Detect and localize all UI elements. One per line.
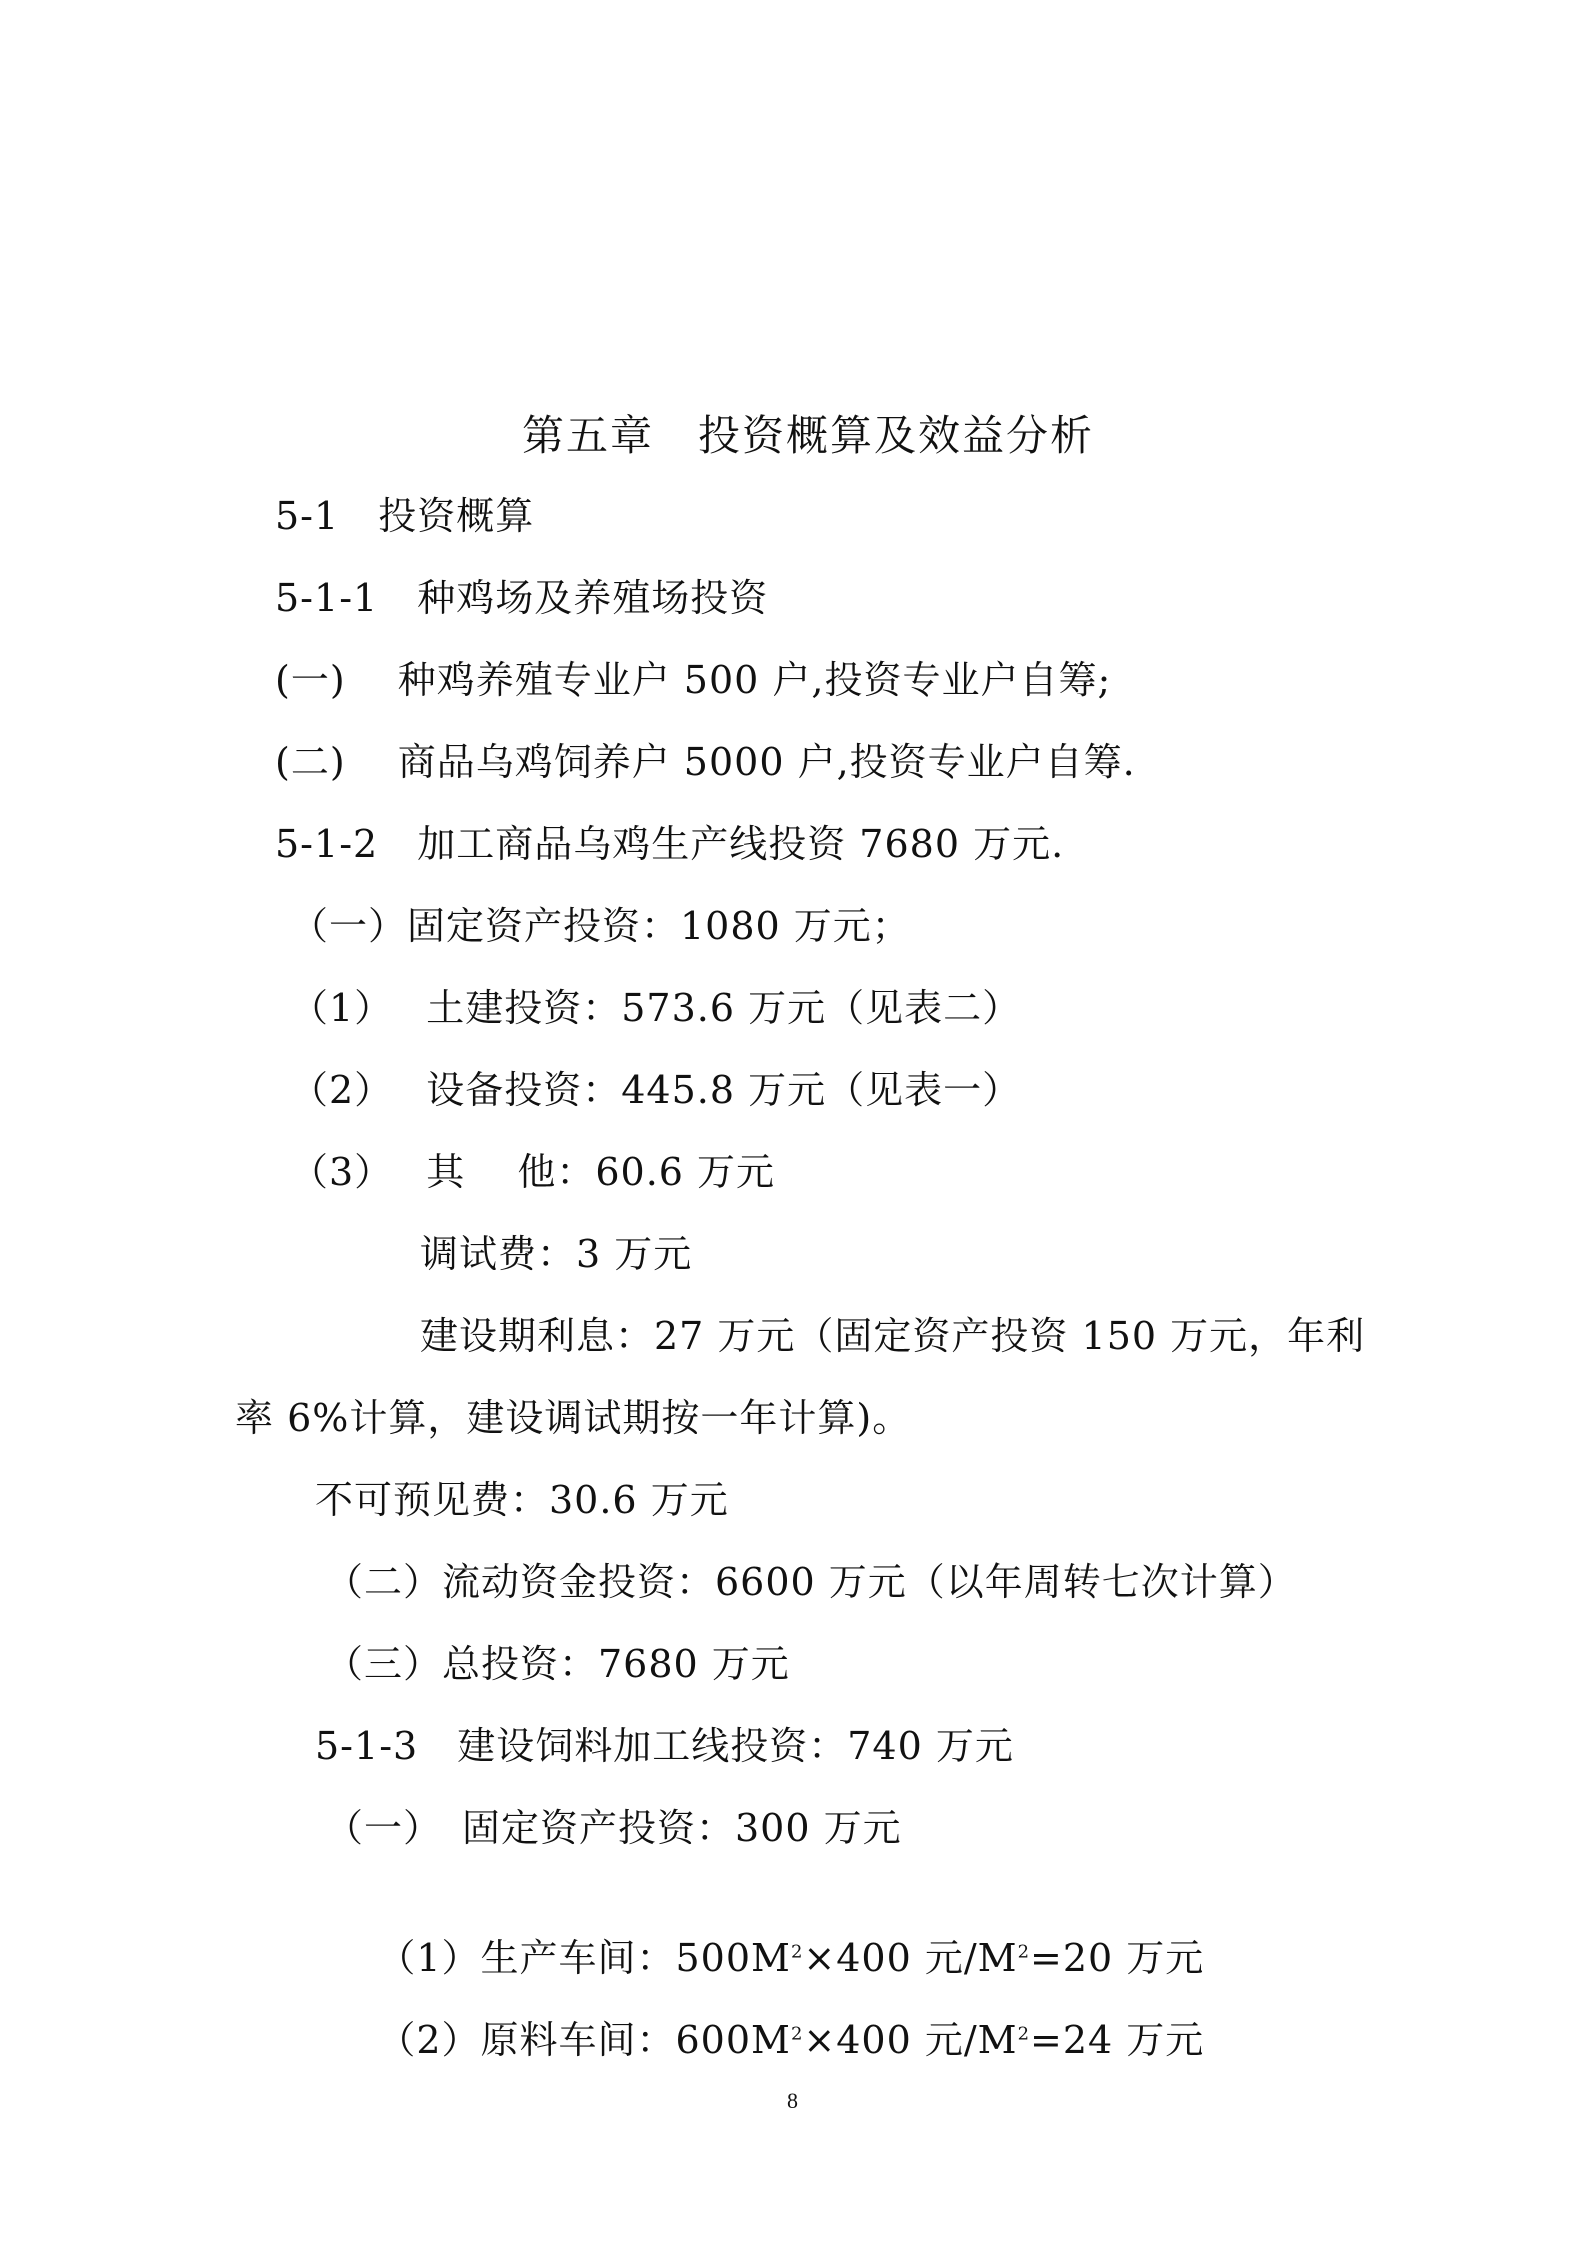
construction-interest-line-2: 率 6%计算，建设调试期按一年计算)。 [235,1396,912,1440]
debug-fee-item: 调试费：3 万元 [420,1232,693,1276]
breeder-households-item: (一) 种鸡养殖专业户 500 户,投资专业户自筹; [275,658,1112,702]
material-workshop-prefix: （2）原料车间：600M [377,2018,791,2062]
page-number: 8 [787,2088,798,2113]
material-workshop-area-exponent: 2 [790,2023,804,2045]
production-workshop-unit-exponent: 2 [1017,1941,1031,1963]
working-capital-item: （二）流动资金投资：6600 万元（以年周转七次计算） [325,1560,1297,1604]
material-workshop-item [325,1968,1204,2112]
section-5-1-heading: 5-1 投资概算 [275,494,535,538]
section-5-1-3-heading: 5-1-3 建设饲料加工线投资：740 万元 [315,1724,1014,1768]
equipment-investment-item: （2） 设备投资：445.8 万元（见表一） [290,1068,1022,1112]
other-investment-item: （3） 其 他：60.6 万元 [290,1150,776,1194]
production-workshop-area-exponent: 2 [790,1941,804,1963]
fixed-assets-item: （一）固定资产投资：1080 万元； [290,904,911,948]
total-investment-item: （三）总投资：7680 万元 [325,1642,790,1686]
feed-fixed-assets-item: （一） 固定资产投资：300 万元 [325,1806,902,1850]
section-5-1-1-heading: 5-1-1 种鸡场及养殖场投资 [275,576,769,620]
civil-investment-item: （1） 土建投资：573.6 万元（见表二） [290,986,1022,1030]
material-workshop-middle: ×400 元/M [803,2018,1018,2062]
material-workshop-suffix: =24 万元 [1030,2018,1205,2062]
section-5-1-2-heading: 5-1-2 加工商品乌鸡生产线投资 7680 万元. [275,822,1065,866]
production-workshop-middle: ×400 元/M [803,1936,1018,1980]
production-workshop-suffix: =20 万元 [1030,1936,1205,1980]
production-workshop-prefix: （1）生产车间：500M [377,1936,791,1980]
chapter-title: 第五章 投资概算及效益分析 [522,411,1095,460]
material-workshop-unit-exponent: 2 [1017,2023,1031,2045]
construction-interest-line-1: 建设期利息：27 万元（固定资产投资 150 万元，年利 [420,1314,1366,1358]
contingency-fee-item: 不可预见费：30.6 万元 [315,1478,729,1522]
commercial-households-item: (二) 商品乌鸡饲养户 5000 户,投资专业户自筹. [275,740,1136,784]
